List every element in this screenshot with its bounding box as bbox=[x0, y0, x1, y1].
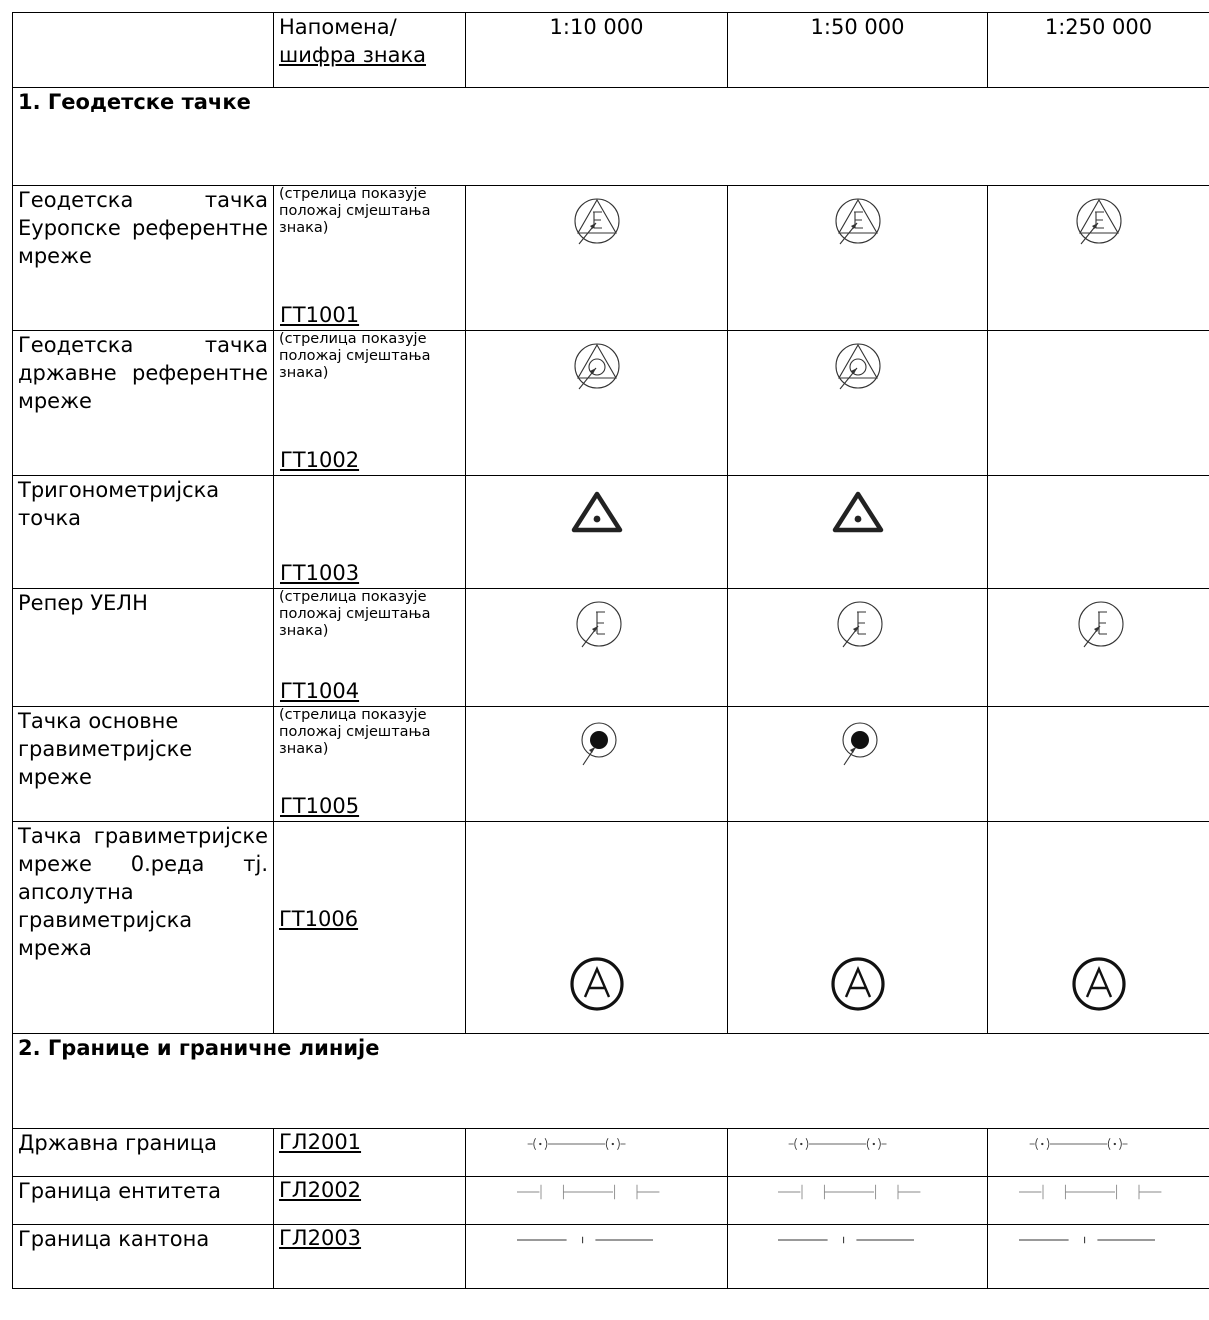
row-note: (стрелица показује положај смјештања знака) bbox=[279, 331, 431, 381]
row-name: Граница кантона bbox=[13, 1225, 274, 1289]
symbol-cell bbox=[988, 476, 1209, 589]
row-name: Тачка основне гравиметријске мреже bbox=[13, 707, 274, 822]
circle-a-icon bbox=[1059, 949, 1139, 1019]
symbol-cell bbox=[466, 707, 728, 822]
row-code: ГЛ2003 bbox=[279, 1226, 362, 1250]
filled-dot-circle-arrow-icon bbox=[557, 707, 637, 777]
row-code: ГЛ2001 bbox=[279, 1130, 362, 1154]
header-note-label: Напомена/ bbox=[279, 15, 397, 39]
row-note: (стрелица показује положај смјештања знака) bbox=[279, 186, 431, 236]
section-1-title: 1. Геодетске тачке bbox=[13, 88, 1209, 186]
table-row bbox=[13, 1225, 1209, 1289]
row-code: ГТ1003 bbox=[280, 561, 360, 585]
row-name: Геодетска тачка Еуропске референтне мреже bbox=[13, 186, 274, 331]
row-note-cell bbox=[274, 1129, 466, 1177]
row-code: ГТ1005 bbox=[280, 794, 360, 818]
triangle-dot-circle-arrow-icon bbox=[557, 331, 637, 401]
canton-border-line-icon bbox=[1019, 1225, 1179, 1255]
symbol-cell bbox=[988, 707, 1209, 822]
table-row bbox=[13, 186, 1209, 331]
symbol-cell bbox=[728, 1225, 988, 1289]
symbol-cell bbox=[728, 476, 988, 589]
header-code-label: шифра знака bbox=[279, 43, 427, 67]
symbol-cell bbox=[988, 1177, 1209, 1225]
row-name: Тачка гравиметријске мреже 0.реда тј. апсолутна гравиметријска мрежа bbox=[13, 822, 274, 1034]
symbol-cell bbox=[728, 707, 988, 822]
table-row bbox=[13, 589, 1209, 707]
row-note-cell bbox=[274, 707, 466, 822]
symbol-cell bbox=[466, 1177, 728, 1225]
section-2-row bbox=[13, 1034, 1209, 1129]
symbol-cell bbox=[988, 1129, 1209, 1177]
header-empty-cell bbox=[13, 13, 274, 88]
symbol-cell bbox=[988, 589, 1209, 707]
circle-e-arrow-icon bbox=[818, 589, 898, 659]
table-row bbox=[13, 476, 1209, 589]
row-note: (стрелица показује положај смјештања знака) bbox=[279, 589, 431, 639]
row-code: ГТ1001 bbox=[280, 303, 360, 327]
row-note-cell bbox=[274, 476, 466, 589]
symbol-cell bbox=[728, 589, 988, 707]
row-note-cell bbox=[274, 822, 466, 1034]
symbol-cell bbox=[466, 186, 728, 331]
triangle-e-circle-arrow-icon bbox=[557, 186, 637, 256]
header-scale-250000: 1:250 000 bbox=[988, 13, 1209, 88]
circle-a-icon bbox=[818, 949, 898, 1019]
row-note: (стрелица показује положај смјештања знака) bbox=[279, 707, 431, 757]
row-note-cell bbox=[274, 1177, 466, 1225]
canton-border-line-icon bbox=[778, 1225, 938, 1255]
section-1-row bbox=[13, 88, 1209, 186]
symbol-cell bbox=[466, 1129, 728, 1177]
circle-e-arrow-icon bbox=[1059, 589, 1139, 659]
header-note-cell bbox=[274, 13, 466, 88]
state-border-line-icon bbox=[1026, 1129, 1171, 1159]
filled-dot-circle-arrow-icon bbox=[818, 707, 898, 777]
symbol-cell bbox=[466, 589, 728, 707]
table-row bbox=[13, 331, 1209, 476]
row-name: Граница ентитета bbox=[13, 1177, 274, 1225]
symbol-cell bbox=[988, 1225, 1209, 1289]
entity-border-line-icon bbox=[517, 1177, 677, 1207]
row-code: ГЛ2002 bbox=[279, 1178, 362, 1202]
row-note-cell bbox=[274, 186, 466, 331]
symbol-cell bbox=[728, 331, 988, 476]
canton-border-line-icon bbox=[517, 1225, 677, 1255]
symbol-cell bbox=[728, 1129, 988, 1177]
symbol-cell bbox=[466, 331, 728, 476]
entity-border-line-icon bbox=[1019, 1177, 1179, 1207]
triangle-dot-circle-arrow-icon bbox=[818, 331, 898, 401]
symbol-cell bbox=[466, 476, 728, 589]
triangle-e-circle-arrow-icon bbox=[1059, 186, 1139, 256]
header-scale-50000: 1:50 000 bbox=[728, 13, 988, 88]
symbol-cell bbox=[466, 822, 728, 1034]
row-note-cell bbox=[274, 589, 466, 707]
triangle-dot-icon bbox=[818, 476, 898, 546]
table-row bbox=[13, 707, 1209, 822]
circle-e-arrow-icon bbox=[557, 589, 637, 659]
row-code: ГТ1004 bbox=[280, 679, 360, 703]
entity-border-line-icon bbox=[778, 1177, 938, 1207]
row-note-cell bbox=[274, 1225, 466, 1289]
symbol-cell bbox=[988, 331, 1209, 476]
row-name: Државна граница bbox=[13, 1129, 274, 1177]
state-border-line-icon bbox=[524, 1129, 669, 1159]
symbol-cell bbox=[988, 822, 1209, 1034]
state-border-line-icon bbox=[785, 1129, 930, 1159]
row-name: Тригонометријска точка bbox=[13, 476, 274, 589]
symbol-table bbox=[12, 12, 1209, 1289]
section-2-title: 2. Границе и граничне линије bbox=[13, 1034, 1209, 1129]
row-code: ГТ1006 bbox=[279, 907, 359, 931]
row-name: Репер УЕЛН bbox=[13, 589, 274, 707]
symbol-cell bbox=[466, 1225, 728, 1289]
table-row bbox=[13, 822, 1209, 1034]
symbol-cell bbox=[728, 1177, 988, 1225]
symbol-cell bbox=[728, 822, 988, 1034]
triangle-dot-icon bbox=[557, 476, 637, 546]
row-note-cell bbox=[274, 331, 466, 476]
header-row bbox=[13, 13, 1209, 88]
symbol-cell bbox=[728, 186, 988, 331]
row-name: Геодетска тачка државне референтне мреже bbox=[13, 331, 274, 476]
circle-a-icon bbox=[557, 949, 637, 1019]
triangle-e-circle-arrow-icon bbox=[818, 186, 898, 256]
table-row bbox=[13, 1177, 1209, 1225]
row-code: ГТ1002 bbox=[280, 448, 360, 472]
header-scale-10000: 1:10 000 bbox=[466, 13, 728, 88]
table-row bbox=[13, 1129, 1209, 1177]
symbol-cell bbox=[988, 186, 1209, 331]
